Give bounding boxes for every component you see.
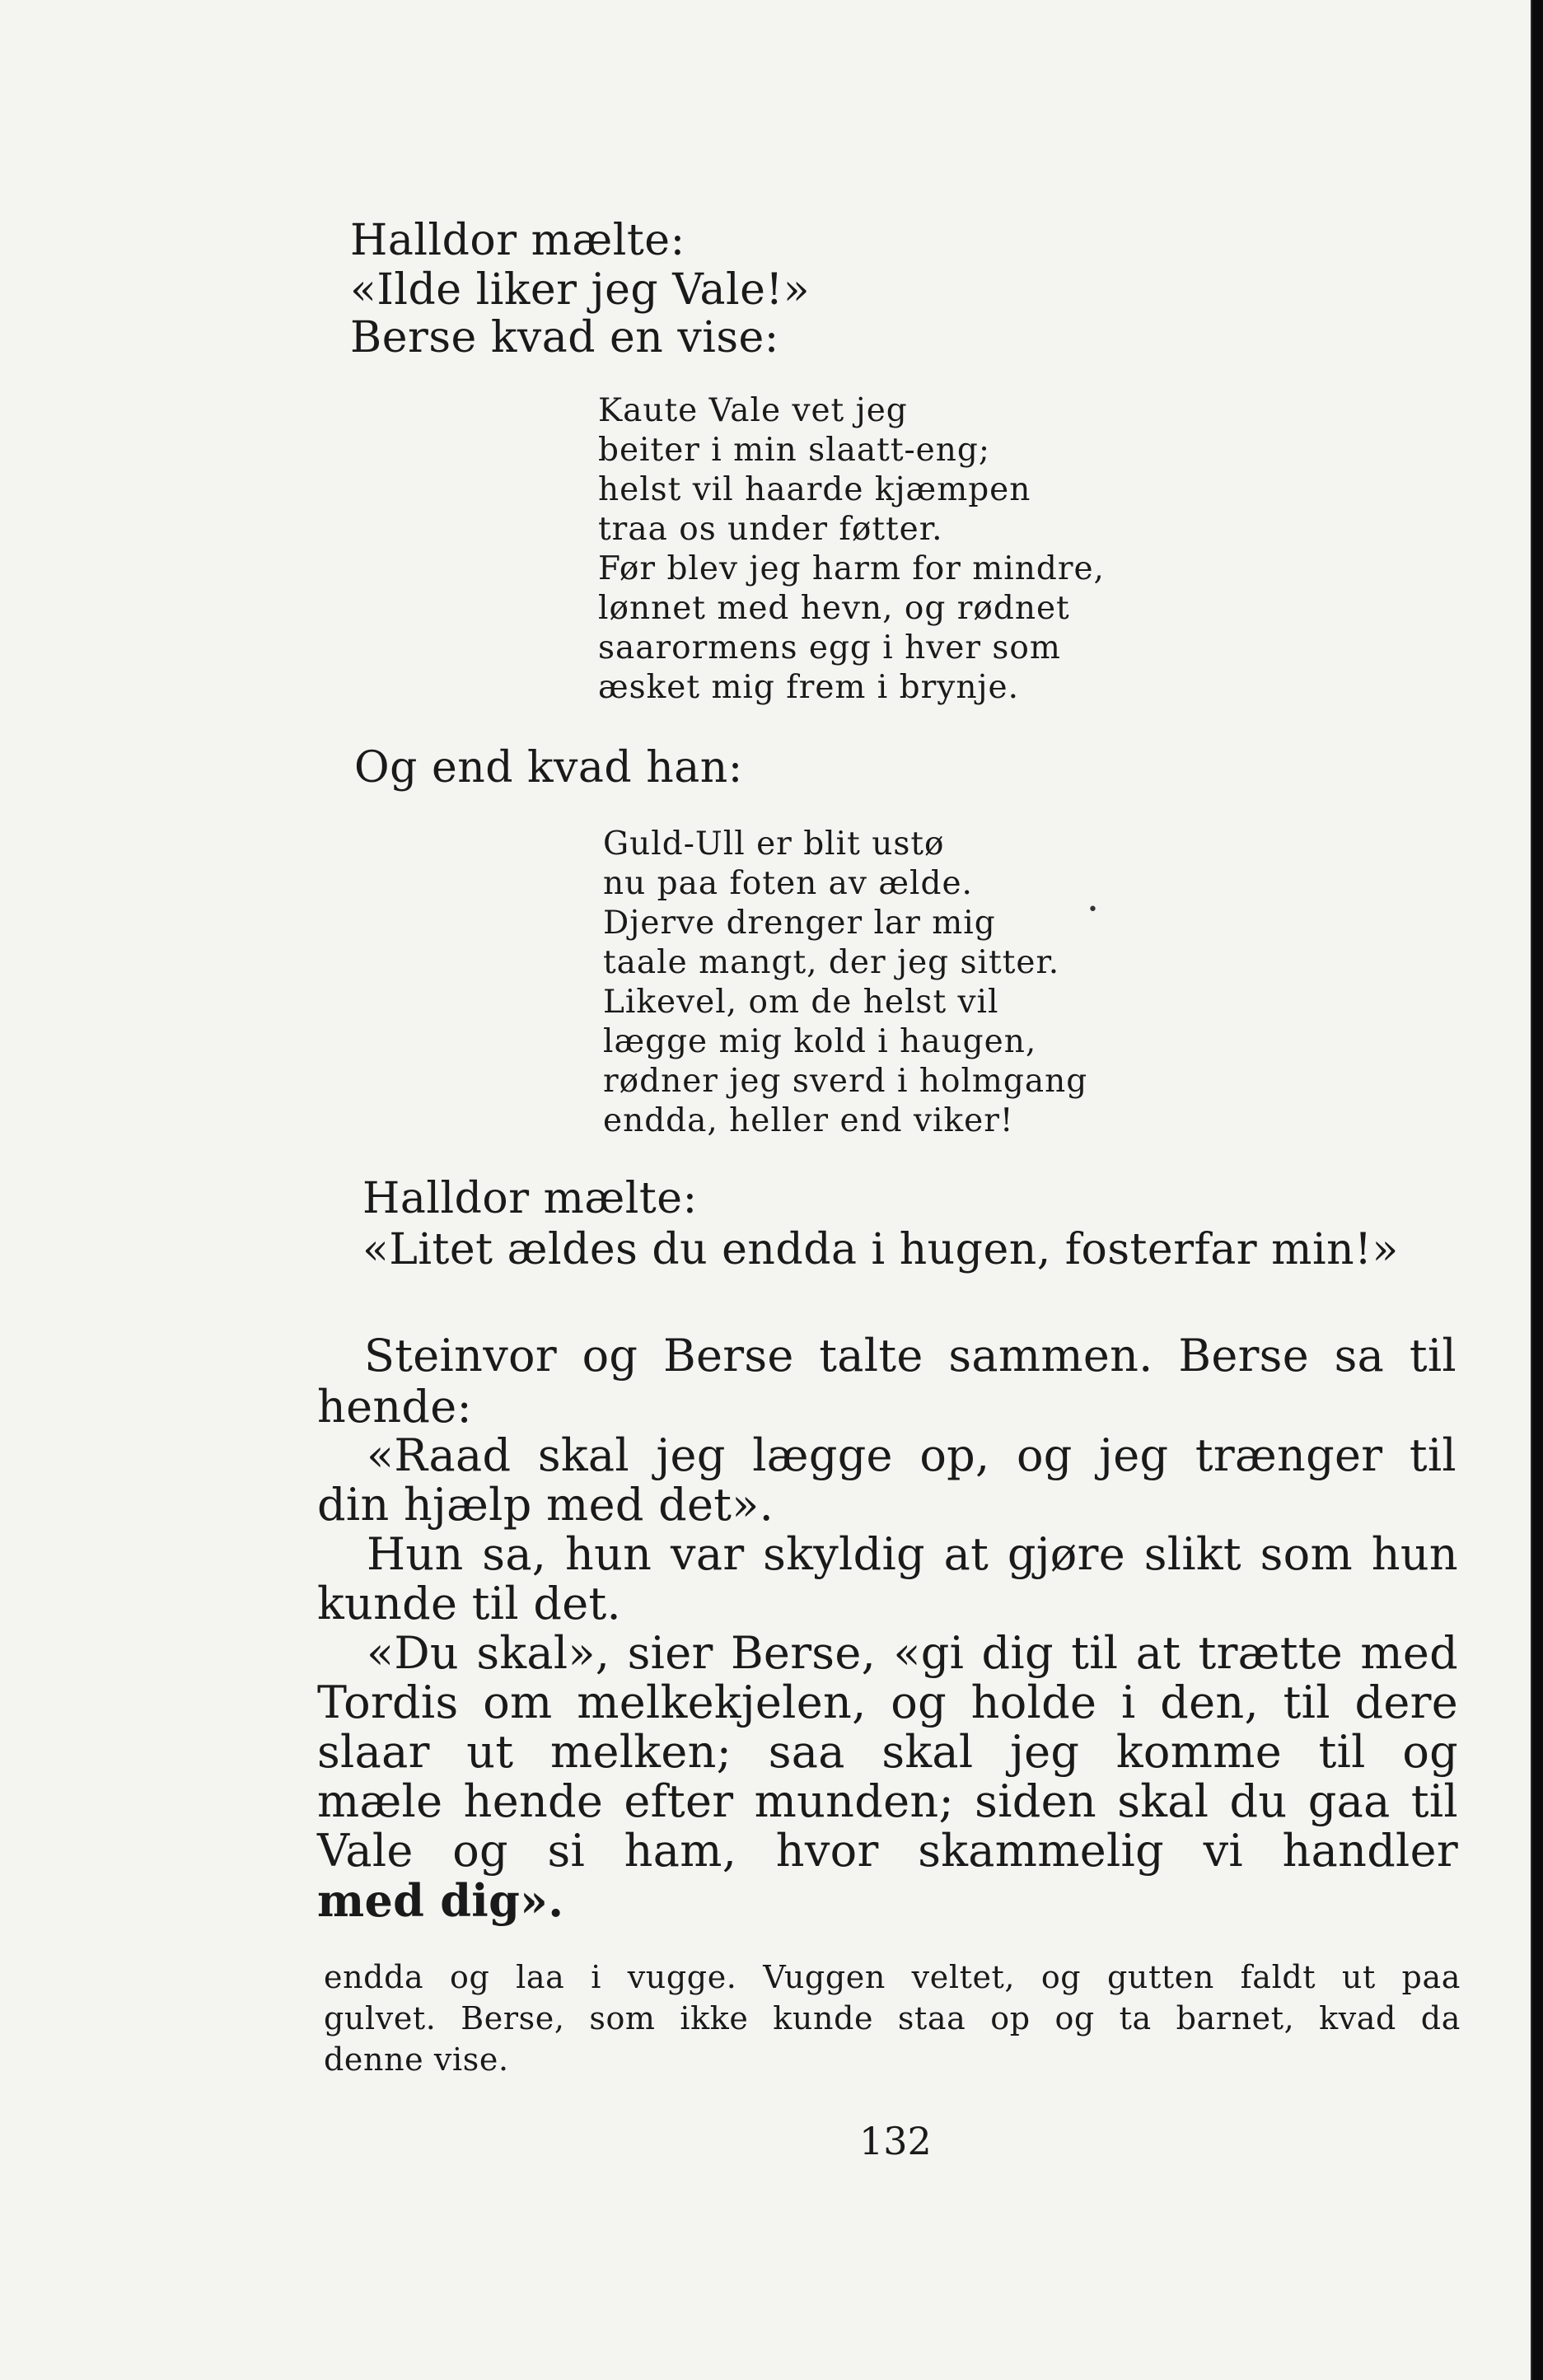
- verse-line: rødner jeg sverd i holmgang: [603, 1063, 1088, 1100]
- verse-line: endda, heller end viker!: [603, 1102, 1014, 1139]
- verse-line: taale mangt, der jeg sitter.: [603, 944, 1060, 981]
- verse-line: Likevel, om de helst vil: [603, 984, 999, 1021]
- prose-line: kunde til det.: [317, 1578, 621, 1630]
- prose-line: mæle hende efter munden; siden skal du gaa til: [317, 1775, 1458, 1827]
- verse-line: helst vil haarde kjæmpen: [598, 471, 1031, 508]
- footnote-line: denne vise.: [324, 2041, 509, 2078]
- verse-line: æsket mig frem i brynje.: [598, 669, 1020, 706]
- verse-intro: Og end kvad han:: [354, 743, 743, 793]
- page-number: 132: [859, 2119, 932, 2163]
- prose-line: «Raad skal jeg lægge op, og jeg trænger til: [367, 1429, 1456, 1481]
- verse-line: Guld-Ull er blit ustø: [603, 825, 945, 863]
- prose-line: «Du skal», sier Berse, «gi dig til at trætte med: [367, 1627, 1458, 1679]
- footnote-line: endda og laa i vugge. Vuggen veltet, og gutten faldt ut paa: [324, 1959, 1461, 1995]
- prose-line: Steinvor og Berse talte sammen. Berse sa til: [364, 1330, 1456, 1382]
- prose-line: Hun sa, hun var skyldig at gjøre slikt som hun: [367, 1528, 1458, 1580]
- prose-line: din hjælp med det».: [317, 1479, 774, 1531]
- verse-line: Kaute Vale vet jeg: [598, 392, 908, 429]
- prose-line: slaar ut melken; saa skal jeg komme til og: [317, 1726, 1458, 1778]
- prose-line: Tordis om melkekjelen, og holde i den, til dere: [317, 1676, 1458, 1728]
- opening-line: Halldor mælte:: [350, 216, 685, 265]
- verse-line: Djerve drenger lar mig: [603, 905, 996, 942]
- prose-line: med dig».: [317, 1874, 564, 1927]
- footnote-line: gulvet. Berse, som ikke kunde staa op og ta barnet, kvad da: [324, 2000, 1461, 2036]
- verse-line: beiter i min slaatt-eng;: [598, 432, 990, 469]
- verse-line: Før blev jeg harm for mindre,: [598, 550, 1105, 587]
- opening-line: Berse kvad en vise:: [350, 313, 779, 362]
- verse-line: traa os under føtter.: [598, 511, 943, 548]
- prose-line: hende:: [317, 1381, 473, 1433]
- opening-line: «Ilde liker jeg Vale!»: [350, 265, 811, 315]
- reply-line: «Litet ældes du endda i hugen, fosterfar min!»: [362, 1225, 1399, 1274]
- verse-line: nu paa foten av ælde.: [603, 865, 973, 902]
- prose-line: Vale og si ham, hvor skammelig vi handler: [317, 1825, 1458, 1877]
- stray-mark: •: [1087, 900, 1098, 920]
- verse-line: lønnet med hevn, og rødnet: [598, 590, 1070, 627]
- verse-line: saarormens egg i hver som: [598, 629, 1061, 666]
- reply-line: Halldor mælte:: [362, 1174, 698, 1223]
- verse-line: lægge mig kold i haugen,: [603, 1023, 1037, 1060]
